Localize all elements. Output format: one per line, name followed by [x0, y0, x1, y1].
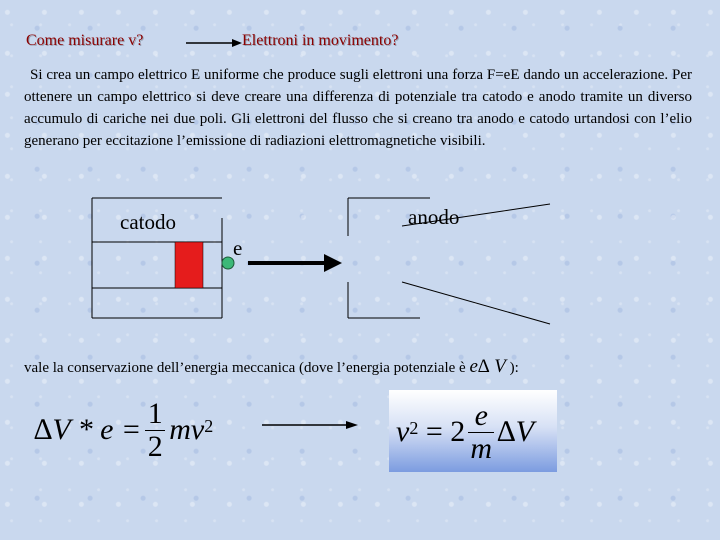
eq2-tail: ∆V — [497, 415, 534, 448]
equation-velocity — [396, 394, 534, 470]
electron-label: e — [233, 236, 243, 260]
energy-expr: e∆ V — [469, 356, 506, 377]
eq2-eq: = 2 — [418, 415, 466, 448]
equation-energy-balance — [34, 392, 213, 468]
eq1-exp: 2 — [204, 415, 214, 436]
energy-text: vale la conservazione dell’energia meccanica (dove l’energia potenziale è — [24, 360, 470, 376]
eq1-lhs: ∆V * e = — [34, 413, 142, 446]
header-arrow — [186, 36, 242, 50]
cathode-label: catodo — [120, 210, 176, 234]
eq1-fraction — [145, 398, 165, 463]
arrow-electron-flow — [248, 254, 342, 272]
body-paragraph: Si crea un campo elettrico E uniforme che produce sugli elettroni una forza F=eE dando un accelerazione. Per ottenere un campo elettrico si deve creare una differenza di potenziale tra catodo e anodo tramite un diverso accumulo di cariche nei due poli. Gli elettroni del flusso che si creano tra anodo e catodo urtandosi con l’elio generano per eccitazione l’emissione di radiazioni elettromagnetiche visibili. — [24, 67, 692, 149]
energy-sentence — [24, 356, 519, 378]
title-right: Elettroni in movimento? — [242, 32, 399, 49]
equation-arrow — [262, 418, 358, 432]
eq2-lhs: v — [396, 415, 410, 448]
title-left: Come misurare v? — [26, 32, 144, 49]
eq1-den: 2 — [147, 429, 163, 463]
eq2-den: m — [470, 431, 493, 465]
cathode-plate — [175, 242, 203, 288]
eq2-exp: 2 — [409, 417, 419, 438]
eq2-num: e — [474, 398, 488, 432]
eq1-tail: mv — [169, 413, 205, 446]
energy-closing: ): — [505, 360, 519, 376]
anode-label: anodo — [408, 205, 460, 229]
eq1-num: 1 — [147, 396, 163, 430]
eq2-fraction — [468, 400, 494, 465]
